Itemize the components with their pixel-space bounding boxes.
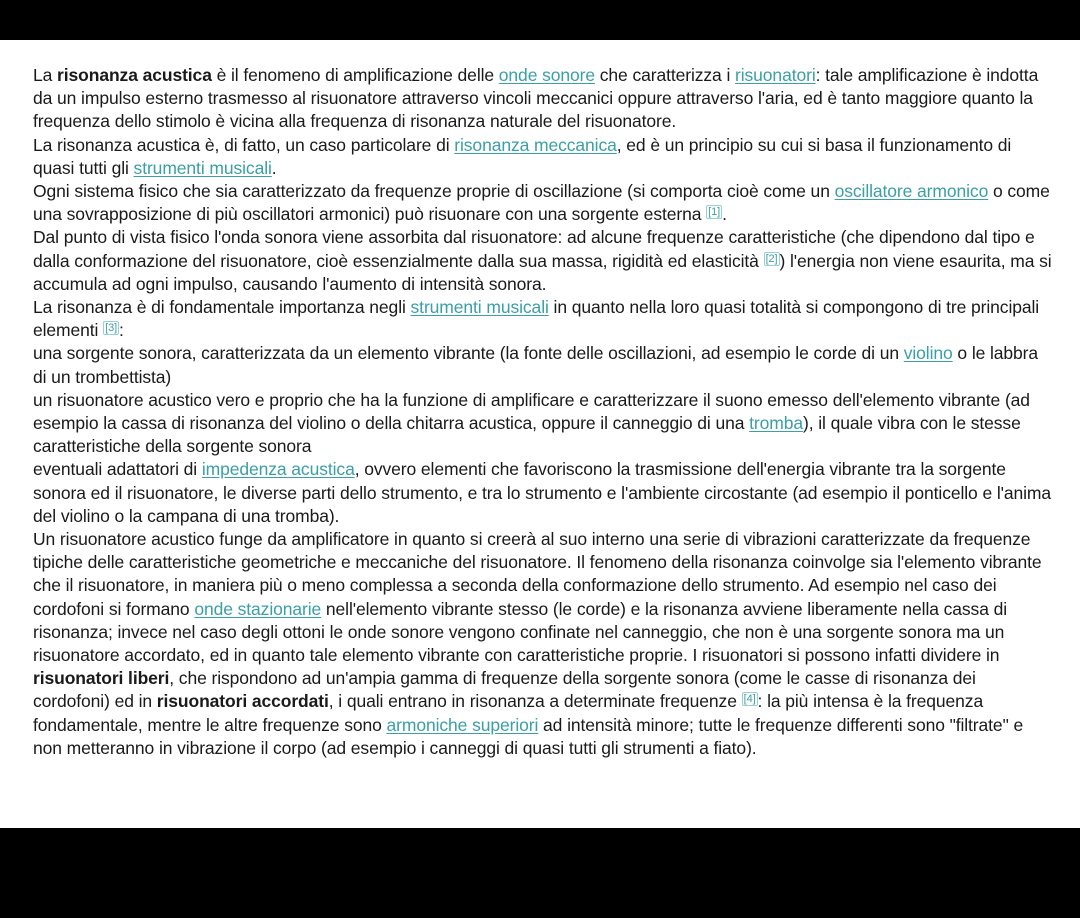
text: un risuonatore acustico vero e proprio che ha la funzione di amplificare e caratterizzare il suono emesso dell'elemento vibrante (ad esempio la cassa di risonanza del violino o della chitarra acustica, oppure il canneggio di una — [33, 389, 1030, 434]
paragraph-physics — [33, 226, 1053, 296]
top-black-bar — [0, 0, 1080, 40]
article-page — [0, 40, 1080, 828]
reference-3[interactable]: [3] — [105, 322, 118, 335]
text: nell'elemento vibrante stesso (le corde) e la risonanza avviene liberamente nella cassa di risonanza; invece nel caso degli ottoni le onde sonore vengono confinate nel canneggio, che non è una sorgente sonora ma un risuonatore accordato, ed in quanto tale elemento vibrante con caratteristiche proprie. I risuonatori si possono infatti dividere in — [33, 598, 1008, 666]
list-item-source — [33, 342, 1053, 388]
text: Dal punto di vista fisico l'onda sonora viene assorbita dal risuonatore: ad alcune frequenze caratteristiche (che dipendono dal tipo e dalla conformazione del risuonatore, cioè essenzialmente dalla sua massa, rigidità ed elasticità — [33, 227, 1035, 271]
text: : — [119, 320, 124, 341]
text: La risonanza è di fondamentale importanza negli — [33, 297, 411, 318]
bold-term: risuonatori accordati — [156, 691, 329, 712]
reference-1[interactable]: [1] — [708, 206, 721, 219]
bold-term: risuonatori liberi — [33, 668, 170, 689]
link-strumenti-musicali-2[interactable]: strumenti musicali — [410, 297, 549, 318]
paragraph-oscillator — [33, 180, 1053, 226]
paragraph-amplifier — [33, 528, 1053, 760]
text: , i quali entrano in risonanza a determinate frequenze — [328, 691, 742, 712]
link-onde-sonore[interactable]: onde sonore — [498, 65, 595, 85]
text: : la più intensa è la frequenza fondamentale, mentre le altre frequenze sono — [33, 691, 984, 735]
link-strumenti-musicali[interactable]: strumenti musicali — [133, 157, 272, 178]
text: , ed è un principio su cui si basa il funzionamento di quasi tutti gli — [33, 134, 1012, 178]
list-item-adapters — [33, 458, 1053, 528]
reference-2[interactable]: [2] — [765, 252, 778, 265]
paragraph-definition — [33, 64, 1053, 134]
link-onde-stazionarie[interactable]: onde stazionarie — [194, 598, 322, 619]
link-risuonatori[interactable]: risuonatori — [735, 65, 816, 85]
text: : tale amplificazione è indotta da un impulso esterno trasmesso al risuonatore attraverso vincoli meccanici oppure attraverso l'aria, ed è tanto maggiore quanto la frequenza dello stimolo è vicina alla frequenza di risonanza naturale del risuonatore. — [33, 65, 1039, 132]
text: in quanto nella loro quasi totalità si compongono di tre principali elementi — [33, 297, 1040, 341]
text: ), il quale vibra con le stesse caratteristiche della sorgente sonora — [33, 413, 1021, 457]
text: una sorgente sonora, caratterizzata da un elemento vibrante (la fonte delle oscillazioni, ad esempio le corde di un — [33, 343, 904, 364]
text: Ogni sistema fisico che sia caratterizzato da frequenze proprie di oscillazione (si comporta cioè come un — [33, 181, 835, 202]
text: o come una sovrapposizione di più oscillatori armonici) può risuonare con una sorgente esterna — [33, 181, 1050, 225]
paragraph-mechanical — [33, 134, 1053, 180]
text: è il fenomeno di amplificazione delle — [211, 65, 499, 85]
link-oscillatore-armonico[interactable]: oscillatore armonico — [834, 181, 989, 202]
text: La — [33, 65, 58, 85]
text: , che rispondono ad un'ampia gamma di frequenze della sorgente sonora (come le casse di risonanza dei cordofoni) ed in — [33, 668, 976, 712]
text: o le labbra di un trombettista) — [33, 343, 1039, 387]
text: ad intensità minore; tutte le frequenze differenti sono "filtrate" e non metteranno in vibrazione il corpo (ad esempio i canneggi di quasi tutti gli strumenti a fiato). — [33, 714, 1024, 758]
link-risonanza-meccanica[interactable]: risonanza meccanica — [454, 134, 617, 155]
text: Un risuonatore acustico funge da amplificatore in quanto si creerà al suo interno una serie di vibrazioni caratterizzate da frequenze tipiche delle caratteristiche geometriche e meccaniche del risuonatore. Il fenomeno della risonanza coinvolge sia l'elemento vibrante che il risuonatore, in maniera più o meno complessa a seconda della conformazione dello strumento. Ad esempio nel caso dei cordofoni si formano — [33, 529, 1042, 619]
link-armoniche-superiori[interactable]: armoniche superiori — [386, 714, 539, 735]
link-violino[interactable]: violino — [903, 343, 953, 364]
bottom-black-bar — [0, 828, 1080, 918]
article-body — [33, 64, 1053, 760]
reference-4[interactable]: [4] — [743, 693, 756, 706]
paragraph-instruments — [33, 296, 1053, 342]
link-impedenza-acustica[interactable]: impedenza acustica — [201, 459, 355, 480]
text: La risonanza acustica è, di fatto, un caso particolare di — [33, 134, 455, 155]
text: eventuali adattatori di — [33, 459, 202, 480]
text: , ovvero elementi che favoriscono la trasmissione dell'energia vibrante tra la sorgente sonora ed il risuonatore, le diverse parti dello strumento, e tra lo strumento e l'ambiente circostante (ad esempio il ponticello e l'anima del violino o la campana di una tromba). — [33, 459, 1052, 526]
text: . — [722, 204, 727, 225]
link-tromba[interactable]: tromba — [749, 413, 803, 434]
bold-term: risonanza acustica — [57, 65, 212, 85]
text: ) l'energia non viene esaurita, ma si accumula ad ogni impulso, causando l'aumento di intensità sonora. — [33, 250, 1052, 294]
text: che caratterizza i — [595, 65, 735, 85]
text: . — [271, 157, 277, 178]
list-item-resonator — [33, 389, 1053, 459]
